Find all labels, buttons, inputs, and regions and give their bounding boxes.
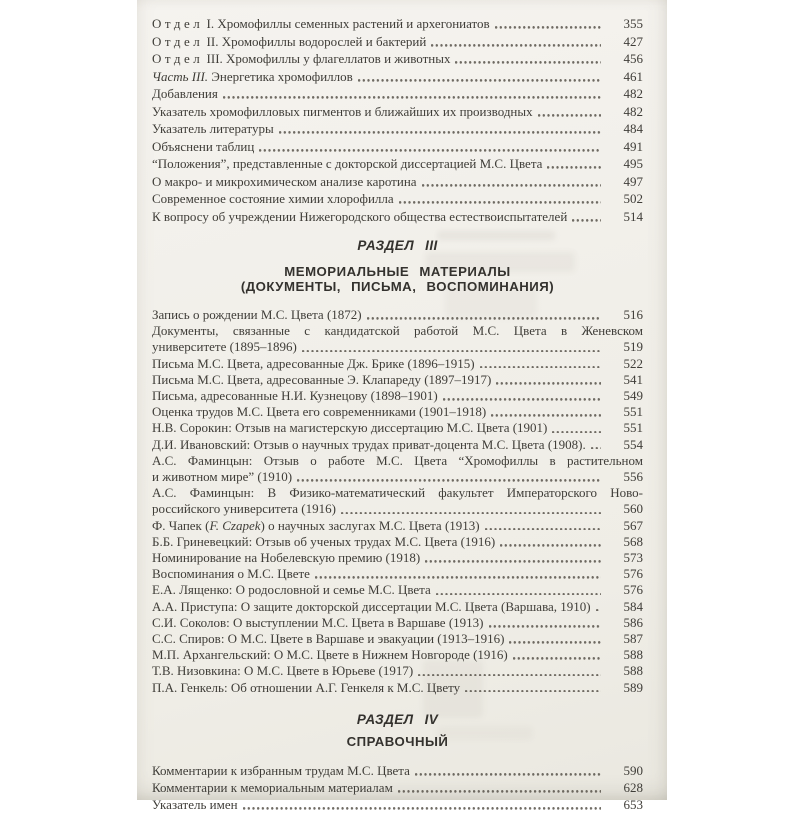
dot-leader	[441, 388, 601, 404]
entry-title	[152, 68, 353, 86]
dot-leader	[594, 599, 601, 615]
entry-title	[152, 103, 533, 121]
toc-entry	[152, 420, 643, 436]
entry-row	[152, 647, 643, 663]
entry-row	[152, 501, 643, 517]
dot-leader	[478, 356, 601, 372]
entry-text-run: Указатель литературы	[152, 121, 274, 136]
toc-entry	[152, 388, 643, 404]
entry-page-number: 584	[623, 598, 643, 614]
entry-title	[152, 155, 542, 173]
entry-row	[152, 190, 643, 208]
toc-entry	[152, 647, 643, 663]
entry-wrap-line: А.С. Фаминцын: Отзыв о работе М.С. Цвета “Хромофиллы в растительном	[152, 452, 643, 468]
toc-entry	[152, 138, 643, 156]
entry-page-number: 456	[623, 51, 643, 66]
entry-page-number: 516	[623, 307, 643, 322]
dot-leader	[413, 762, 601, 779]
toc-entry	[152, 120, 643, 138]
toc-entry	[152, 85, 643, 103]
toc-entry	[152, 582, 643, 598]
entry-title	[152, 566, 310, 582]
entry-title	[152, 501, 336, 517]
entry-page-number: 560	[623, 501, 643, 517]
entry-text-run: Е.А. Лященко: О родословной и семье М.С. Цвета	[152, 582, 431, 598]
entry-page-number: 502	[623, 191, 643, 206]
entry-row	[152, 599, 643, 615]
dot-leader	[434, 582, 601, 598]
dot-leader	[494, 372, 601, 388]
entry-text-run: Отдел	[152, 16, 204, 31]
entry-row	[152, 155, 643, 173]
dot-leader	[545, 155, 601, 173]
entry-text-run: Письма, адресованные Н.И. Кузнецову (1898–1901)	[152, 388, 438, 404]
entry-title	[152, 50, 450, 68]
entry-row	[152, 388, 643, 404]
entry-title	[152, 356, 475, 372]
dot-leader	[313, 566, 601, 582]
section-title: СПРАВОЧНЫЙ	[346, 733, 449, 749]
toc-entry	[152, 307, 643, 323]
entry-title	[152, 663, 413, 679]
entry-page-number: 568	[623, 533, 643, 549]
entry-page-number: 573	[623, 550, 643, 566]
dot-leader	[507, 631, 601, 647]
entry-page-number: 482	[623, 103, 643, 119]
dot-leader	[416, 663, 601, 679]
entry-page-number: 482	[623, 86, 643, 101]
entry-text-run: П.А. Генкель: Об отношении А.Г. Генкеля к М.С. Цвету	[152, 679, 461, 695]
entry-title	[152, 33, 426, 51]
entry-title	[152, 518, 480, 534]
toc-entry	[152, 356, 643, 372]
dot-leader	[257, 138, 601, 156]
entry-row	[152, 103, 643, 121]
toc-entry	[152, 404, 643, 420]
toc-entry	[152, 155, 643, 173]
entry-row	[152, 120, 643, 138]
entry-text-run: Н.В. Сорокин: Отзыв на магистерскую диссертацию М.С. Цвета (1901)	[152, 420, 548, 436]
entry-text-run: Оценка трудов М.С. Цвета его современниками (1901–1918)	[152, 404, 487, 420]
entry-page-number: 461	[623, 68, 643, 84]
entry-page-number: 567	[623, 517, 643, 533]
section-header	[152, 712, 643, 749]
scanned-book-page	[137, 0, 667, 813]
toc-entry-list	[152, 762, 643, 813]
entry-row	[152, 631, 643, 647]
entry-title	[152, 420, 547, 436]
entry-title	[152, 173, 417, 191]
entry-title	[152, 307, 362, 323]
entry-text-run: С.И. Соколов: О выступлении М.С. Цвета в Варшаве (1913)	[152, 614, 484, 630]
entry-text-run: Письма М.С. Цвета, адресованные Дж. Брике (1896–1915)	[152, 355, 475, 371]
entry-text-run: Д.И. Ивановский: Отзыв о научных трудах приват-доцента М.С. Цвета (1908).	[152, 436, 586, 452]
toc-entry	[152, 68, 643, 86]
dot-leader	[277, 120, 601, 138]
dot-leader	[483, 518, 601, 534]
entry-text-run: и животном мире” (1910)	[152, 469, 293, 485]
entry-row	[152, 339, 643, 355]
entry-title	[152, 631, 504, 647]
dot-leader	[397, 190, 601, 208]
entry-text-run: университете (1895–1896)	[152, 339, 297, 355]
toc-entry	[152, 615, 643, 631]
entry-page-number: 628	[623, 780, 643, 796]
section-title: (ДОКУМЕНТЫ, ПИСЬМА, ВОСПОМИНАНИЯ)	[240, 279, 555, 294]
entry-text-run: Комментарии к избранным трудам М.С. Цвета	[152, 762, 410, 778]
entry-page-number: 427	[623, 33, 643, 49]
entry-row	[152, 796, 643, 813]
entry-row	[152, 50, 643, 68]
entry-title	[152, 615, 484, 631]
dot-leader	[396, 779, 601, 796]
toc-entry	[152, 15, 643, 33]
dot-leader	[221, 85, 601, 103]
entry-page-number: 551	[623, 420, 643, 436]
dot-leader	[489, 404, 601, 420]
toc-entry-list	[152, 15, 643, 225]
entry-row	[152, 420, 643, 436]
entry-title	[152, 339, 297, 355]
section-kicker: РАЗДЕЛ III	[357, 238, 438, 253]
entry-text-run: “Положения”, представленные с докторской диссертацией М.С. Цвета	[152, 156, 543, 171]
entry-page-number: 495	[623, 156, 643, 171]
entry-page-number: 551	[623, 404, 643, 420]
entry-title	[152, 190, 394, 208]
dot-leader	[339, 501, 601, 517]
entry-title	[152, 680, 460, 696]
entry-title	[152, 796, 238, 813]
toc-entry	[152, 680, 643, 696]
dot-leader	[487, 615, 602, 631]
entry-text-run: С.С. Спиров: О М.С. Цвете в Варшаве и эвакуации (1913–1916)	[152, 631, 505, 647]
entry-page-number: 590	[623, 762, 643, 778]
entry-row	[152, 437, 643, 453]
entry-text-run: Письма М.С. Цвета, адресованные Э. Клапареду (1897–1917)	[152, 371, 492, 387]
toc-section-razdel-iii	[152, 238, 643, 696]
entry-text-run: О макро- и микрохимическом анализе каротина	[152, 173, 417, 189]
toc-section-razdel-iv	[152, 712, 643, 813]
dot-leader	[550, 420, 601, 436]
entry-row	[152, 663, 643, 679]
entry-row	[152, 138, 643, 156]
dot-leader	[493, 15, 601, 33]
entry-title	[152, 647, 508, 663]
entry-row	[152, 566, 643, 582]
entry-text-run: А.А. Приступа: О защите докторской диссертации М.С. Цвета (Варшава, 1910)	[152, 598, 591, 614]
entry-text-run: Т.В. Низовкина: О М.С. Цвете в Юрьеве (1917)	[152, 663, 414, 679]
entry-page-number: 589	[623, 679, 643, 695]
toc-entry	[152, 779, 643, 796]
toc-entry	[152, 453, 643, 485]
dot-leader	[498, 534, 601, 550]
entry-row	[152, 762, 643, 779]
entry-title	[152, 550, 420, 566]
entry-page-number: 653	[623, 797, 643, 813]
entry-row	[152, 550, 643, 566]
section-title: МЕМОРИАЛЬНЫЕ МАТЕРИАЛЫ	[284, 264, 511, 279]
dot-leader	[453, 50, 601, 68]
toc-entry	[152, 663, 643, 679]
entry-text-run: Добавления	[152, 86, 218, 101]
toc-entry	[152, 50, 643, 68]
entry-row	[152, 404, 643, 420]
entry-text-run: Комментарии к мемориальным материалам	[152, 780, 393, 796]
section-kicker: РАЗДЕЛ IV	[356, 711, 439, 727]
entry-text-run: Запись о рождении М.С. Цвета (1872)	[152, 307, 362, 322]
entry-page-number: 587	[623, 631, 643, 647]
entry-row	[152, 307, 643, 323]
toc-entry	[152, 323, 643, 355]
entry-title	[152, 138, 254, 156]
dot-leader	[365, 307, 601, 323]
dot-leader	[423, 550, 601, 566]
toc-entry	[152, 372, 643, 388]
entry-page-number: 522	[623, 355, 643, 371]
entry-text-run: Ф. Чапек (	[152, 517, 210, 533]
entry-text-run: F. Czapek	[209, 517, 261, 533]
entry-row	[152, 85, 643, 103]
entry-title	[152, 208, 567, 226]
entry-title	[152, 15, 490, 33]
entry-text-run: ) о научных заслугах М.С. Цвета (1913)	[260, 517, 480, 533]
entry-text-run: Часть III.	[152, 68, 209, 84]
entry-page-number: 541	[623, 371, 643, 387]
entry-text-run: II. Хромофиллы водорослей и бактерий	[203, 33, 427, 49]
entry-title	[152, 85, 218, 103]
entry-row	[152, 15, 643, 33]
entry-row	[152, 615, 643, 631]
dot-leader	[420, 173, 601, 191]
entry-text-run: Номинирование на Нобелевскую премию (1918)	[152, 550, 421, 566]
entry-row	[152, 680, 643, 696]
entry-wrap-line: А.С. Фаминцын: В Физико-математический факультет Императорского Ново-	[152, 485, 643, 501]
toc-entry	[152, 173, 643, 191]
entry-title	[152, 469, 292, 485]
entry-title	[152, 437, 586, 453]
dot-leader	[300, 339, 601, 355]
entry-text-run: Отдел	[152, 33, 204, 49]
entry-title	[152, 599, 591, 615]
entry-title	[152, 120, 274, 138]
dot-leader	[356, 68, 601, 86]
entry-row	[152, 469, 643, 485]
toc-entry	[152, 485, 643, 517]
entry-page-number: 554	[623, 436, 643, 452]
dot-leader	[429, 33, 601, 51]
entry-page-number: 514	[623, 208, 643, 224]
entry-row	[152, 208, 643, 226]
toc-entry	[152, 631, 643, 647]
entry-row	[152, 518, 643, 534]
entry-title	[152, 388, 438, 404]
entry-title	[152, 534, 495, 550]
entry-wrap-line: Документы, связанные с кандидатской работой М.С. Цвета в Женевском	[152, 323, 643, 339]
entry-page-number: 549	[623, 388, 643, 404]
entry-page-number: 519	[623, 339, 643, 355]
table-of-contents	[137, 0, 667, 813]
dot-leader	[241, 796, 601, 813]
entry-text-run: Указатель имен	[152, 797, 238, 813]
toc-entry	[152, 208, 643, 226]
entry-page-number: 484	[623, 121, 643, 136]
entry-text-run: Б.Б. Гриневецкий: Отзыв об ученых трудах М.С. Цвета (1916)	[152, 533, 496, 549]
entry-title	[152, 779, 393, 796]
toc-entry-list	[152, 307, 643, 696]
entry-row	[152, 779, 643, 796]
dot-leader	[589, 437, 601, 453]
toc-entry	[152, 534, 643, 550]
toc-entry	[152, 518, 643, 534]
dot-leader	[511, 647, 601, 663]
entry-page-number: 588	[623, 663, 643, 679]
toc-entry	[152, 33, 643, 51]
entry-text-run: Указатель хромофилловых пигментов и ближайших их производных	[152, 103, 533, 119]
entry-text-run: III. Хромофиллы у флагеллатов и животных	[203, 51, 451, 66]
entry-page-number: 588	[623, 647, 643, 663]
toc-entry	[152, 437, 643, 453]
entry-row	[152, 356, 643, 372]
entry-page-number: 586	[623, 614, 643, 630]
entry-row	[152, 372, 643, 388]
entry-text-run: М.П. Архангельский: О М.С. Цвете в Нижнем Новгороде (1916)	[152, 647, 508, 663]
section-header	[152, 238, 643, 294]
toc-entry	[152, 566, 643, 582]
entry-title	[152, 404, 486, 420]
entry-page-number: 491	[623, 138, 643, 154]
toc-entry	[152, 550, 643, 566]
toc-entry	[152, 599, 643, 615]
entry-text-run: К вопросу об учреждении Нижегородского общества естествоиспытателей	[152, 208, 568, 224]
entry-text-run: Воспоминания о М.С. Цвете	[152, 566, 310, 582]
dot-leader	[463, 680, 601, 696]
toc-entry	[152, 796, 643, 813]
entry-text-run: Отдел	[152, 51, 204, 66]
entry-text-run: I. Хромофиллы семенных растений и архегониатов	[203, 16, 490, 31]
entry-row	[152, 33, 643, 51]
entry-row	[152, 173, 643, 191]
entry-page-number: 576	[623, 566, 643, 582]
toc-entry	[152, 103, 643, 121]
entry-title	[152, 582, 431, 598]
toc-entry	[152, 190, 643, 208]
toc-entry	[152, 762, 643, 779]
dot-leader	[295, 469, 601, 485]
dot-leader	[536, 103, 601, 121]
toc-section-part-two-tail	[152, 15, 643, 225]
entry-title	[152, 762, 410, 779]
entry-page-number: 355	[623, 16, 643, 31]
dot-leader	[570, 208, 601, 226]
entry-page-number: 556	[623, 469, 643, 485]
entry-title	[152, 372, 491, 388]
entry-page-number: 497	[623, 173, 643, 189]
entry-page-number: 576	[623, 582, 643, 598]
entry-text-run: Современное состояние химии хлорофилла	[152, 191, 394, 206]
entry-row	[152, 582, 643, 598]
entry-text-run: Энергетика хромофиллов	[208, 68, 353, 84]
entry-row	[152, 68, 643, 86]
entry-row	[152, 534, 643, 550]
entry-text-run: российского университета (1916)	[152, 501, 336, 517]
entry-text-run: Объяснени таблиц	[152, 138, 255, 154]
